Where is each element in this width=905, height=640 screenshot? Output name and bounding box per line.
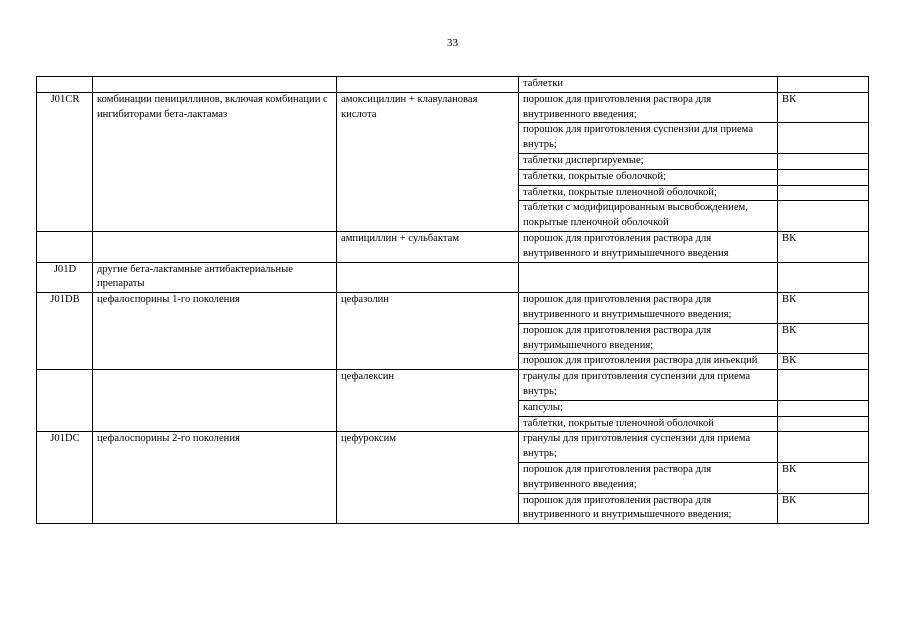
note-cell — [778, 416, 869, 432]
dosage-form-cell: порошок для приготовления раствора для внутривенного введения; — [519, 92, 778, 123]
dosage-form-cell: порошок для приготовления раствора для внутривенного и внутримышечного введения; — [519, 493, 778, 524]
group-cell — [93, 231, 337, 262]
dosage-form-cell: таблетки, покрытые пленочной оболочкой — [519, 416, 778, 432]
drug-name-cell — [337, 262, 519, 293]
dosage-form-cell — [519, 262, 778, 293]
drug-name-cell: цефалексин — [337, 370, 519, 432]
note-cell — [778, 370, 869, 401]
dosage-form-cell: таблетки — [519, 77, 778, 93]
note-cell — [778, 432, 869, 463]
table-row — [37, 231, 869, 262]
drug-name-cell: ампициллин + сульбактам — [337, 231, 519, 262]
drug-name-cell — [337, 77, 519, 93]
dosage-form-cell: порошок для приготовления раствора для инъекций — [519, 354, 778, 370]
note-cell: ВК — [778, 354, 869, 370]
atc-code-cell: J01DC — [37, 432, 93, 524]
group-cell: другие бета-лактамные антибактериальные препараты — [93, 262, 337, 293]
atc-code-cell — [37, 231, 93, 262]
note-cell: ВК — [778, 293, 869, 324]
dosage-form-cell: таблетки, покрытые пленочной оболочкой; — [519, 185, 778, 201]
table-row — [37, 92, 869, 123]
group-cell: цефалоспорины 2-го поколения — [93, 432, 337, 524]
table-row — [37, 262, 869, 293]
note-cell: ВК — [778, 92, 869, 123]
note-cell: ВК — [778, 231, 869, 262]
dosage-form-cell: порошок для приготовления раствора для внутривенного введения; — [519, 462, 778, 493]
atc-code-cell: J01D — [37, 262, 93, 293]
table-row — [37, 293, 869, 324]
note-cell — [778, 169, 869, 185]
dosage-form-cell: таблетки диспергируемые; — [519, 153, 778, 169]
dosage-form-cell: таблетки, покрытые оболочкой; — [519, 169, 778, 185]
group-cell: комбинации пенициллинов, включая комбинации с ингибиторами бета-лактамаз — [93, 92, 337, 231]
group-cell — [93, 370, 337, 432]
note-cell — [778, 77, 869, 93]
table-row — [37, 370, 869, 401]
drug-name-cell: цефазолин — [337, 293, 519, 370]
dosage-form-cell: порошок для приготовления раствора для внутривенного и внутримышечного введения — [519, 231, 778, 262]
drug-table — [36, 76, 869, 524]
dosage-form-cell: таблетки с модифицированным высвобождением, покрытые пленочной оболочкой — [519, 201, 778, 232]
table-row — [37, 77, 869, 93]
table-row — [37, 432, 869, 463]
note-cell — [778, 123, 869, 154]
note-cell: ВК — [778, 323, 869, 354]
dosage-form-cell: гранулы для приготовления суспензии для приема внутрь; — [519, 370, 778, 401]
note-cell: ВК — [778, 493, 869, 524]
dosage-form-cell: гранулы для приготовления суспензии для приема внутрь; — [519, 432, 778, 463]
note-cell: ВК — [778, 462, 869, 493]
group-cell: цефалоспорины 1-го поколения — [93, 293, 337, 370]
page-number: 33 — [447, 37, 458, 49]
dosage-form-cell: порошок для приготовления суспензии для приема внутрь; — [519, 123, 778, 154]
atc-code-cell: J01CR — [37, 92, 93, 231]
note-cell — [778, 262, 869, 293]
note-cell — [778, 201, 869, 232]
atc-code-cell — [37, 77, 93, 93]
note-cell — [778, 153, 869, 169]
dosage-form-cell: капсулы; — [519, 400, 778, 416]
dosage-form-cell: порошок для приготовления раствора для внутримышечного введения; — [519, 323, 778, 354]
drug-name-cell: цефуроксим — [337, 432, 519, 524]
dosage-form-cell: порошок для приготовления раствора для внутривенного и внутримышечного введения; — [519, 293, 778, 324]
note-cell — [778, 400, 869, 416]
atc-code-cell: J01DB — [37, 293, 93, 370]
group-cell — [93, 77, 337, 93]
note-cell — [778, 185, 869, 201]
atc-code-cell — [37, 370, 93, 432]
drug-name-cell: амоксициллин + клавулановая кислота — [337, 92, 519, 231]
